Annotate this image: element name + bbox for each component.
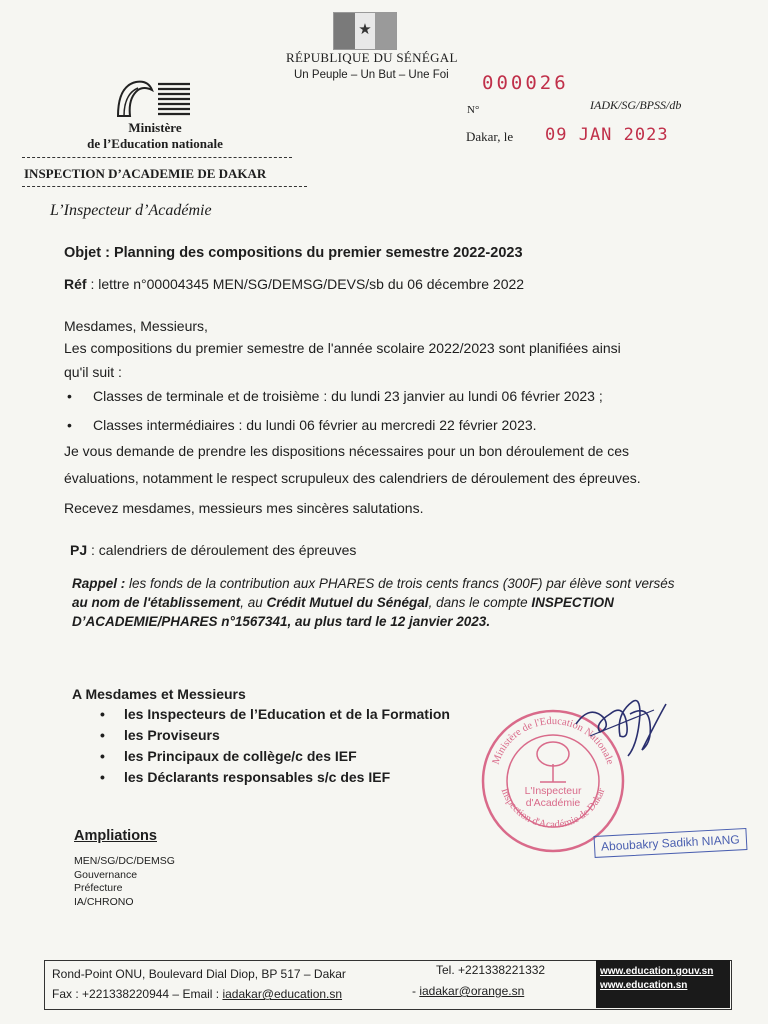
divider: [22, 157, 292, 158]
place-label: Dakar, le: [466, 129, 514, 144]
recipients-heading: A Mesdames et Messieurs: [72, 686, 246, 702]
footer-address: Rond-Point ONU, Boulevard Dial Diop, BP 517 – Dakar: [52, 967, 346, 981]
ampliations-heading: Ampliations: [74, 828, 157, 844]
footer-websites: [596, 960, 730, 1008]
ministry-logo-icon: [114, 76, 194, 120]
list-item: • les Inspecteurs de l’Education et de la Formation: [100, 706, 450, 722]
letter-date: 09 JAN 2023: [545, 125, 669, 145]
svg-text:Inspection d'Académie de Dakar: Inspection d'Académie de Dakar: [498, 787, 608, 831]
salutation: Mesdames, Messieurs,: [64, 318, 208, 334]
signatory-name-stamp: Aboubakry Sadikh NIANG: [594, 828, 748, 858]
footer-fax-email: Fax : +221338220944 – Email : iadakar@education.sn: [52, 987, 343, 1001]
reminder-paragraph: Rappel : les fonds de la contribution aux PHARES de trois cents francs (300F) par élève sont versés au nom de l'établissement, au Crédit Mutuel du Sénégal, dans le compte INSPECTION D’ACADEMIE/PHARES n°1567341, au plus tard le 12 janvier 2023.: [72, 576, 675, 629]
svg-text:L'Inspecteur: L'Inspecteur: [524, 785, 582, 797]
letter-number: 000026: [482, 72, 569, 94]
list-item: • les Déclarants responsables s/c des IEF: [100, 769, 391, 785]
country-name: RÉPUBLIQUE DU SÉNÉGAL: [286, 50, 458, 65]
number-label: N°: [467, 104, 480, 116]
intro-line: Les compositions du premier semestre de l'année scolaire 2022/2023 sont planifiées ainsi: [64, 340, 621, 356]
letter-reference: IADK/SG/BPSS/db: [590, 98, 682, 112]
attachments-line: PJ : calendriers de déroulement des épreuves: [70, 542, 357, 558]
list-item: • Classes intermédiaires : du lundi 06 février au mercredi 22 février 2023.: [67, 417, 537, 433]
senegal-flag-icon: ★: [333, 12, 397, 50]
website-link[interactable]: www.education.gouv.sn: [600, 966, 714, 977]
list-item: • Classes de terminale et de troisième : du lundi 23 janvier au lundi 06 février 2023 ;: [67, 388, 603, 404]
svg-text:Ministère de l'Education Natio: Ministère de l'Education Nationale: [490, 715, 616, 767]
inspection-name: INSPECTION D’ACADEMIE DE DAKAR: [24, 166, 267, 181]
list-item: • les Proviseurs: [100, 727, 220, 743]
closing-line: Recevez mesdames, messieurs mes sincères salutations.: [64, 500, 424, 516]
list-item: IA/CHRONO: [74, 895, 134, 908]
divider: [22, 186, 307, 187]
footer-phone: Tel. +221338221332: [436, 963, 546, 977]
list-item: • les Principaux de collège/c des IEF: [100, 748, 357, 764]
national-motto: Un Peuple – Un But – Une Foi: [294, 69, 449, 81]
website-link[interactable]: www.education.sn: [600, 980, 688, 991]
intro-line: qu'il suit :: [64, 364, 122, 380]
footer-email-alt: - iadakar@orange.sn: [412, 984, 525, 998]
ampliations-list: [74, 855, 175, 909]
letter-subject: Objet : Planning des compositions du premier semestre 2022-2023: [64, 245, 523, 261]
svg-text:d'Académie: d'Académie: [525, 797, 581, 809]
sender-title: L’Inspecteur d’Académie: [50, 202, 212, 219]
list-item: Gouvernance: [74, 868, 138, 881]
list-item: MEN/SG/DC/DEMSG: [74, 855, 175, 867]
paragraph-line: évaluations, notamment le respect scrupuleux des calendriers de déroulement des épreuves.: [64, 470, 641, 486]
paragraph-line: Je vous demande de prendre les dispositions nécessaires pour un bon déroulement de ces: [64, 443, 630, 459]
letter-ref-line: Réf : lettre n°00004345 MEN/SG/DEMSG/DEVS/sb du 06 décembre 2022: [64, 276, 525, 292]
signature-icon: [570, 684, 680, 764]
recipients-list: [100, 704, 450, 788]
email-link[interactable]: iadakar@orange.sn: [419, 984, 525, 998]
list-item: Préfecture: [74, 882, 123, 894]
ministry-name: Ministère de l’Education nationale: [87, 120, 223, 151]
email-link[interactable]: iadakar@education.sn: [222, 987, 343, 1001]
